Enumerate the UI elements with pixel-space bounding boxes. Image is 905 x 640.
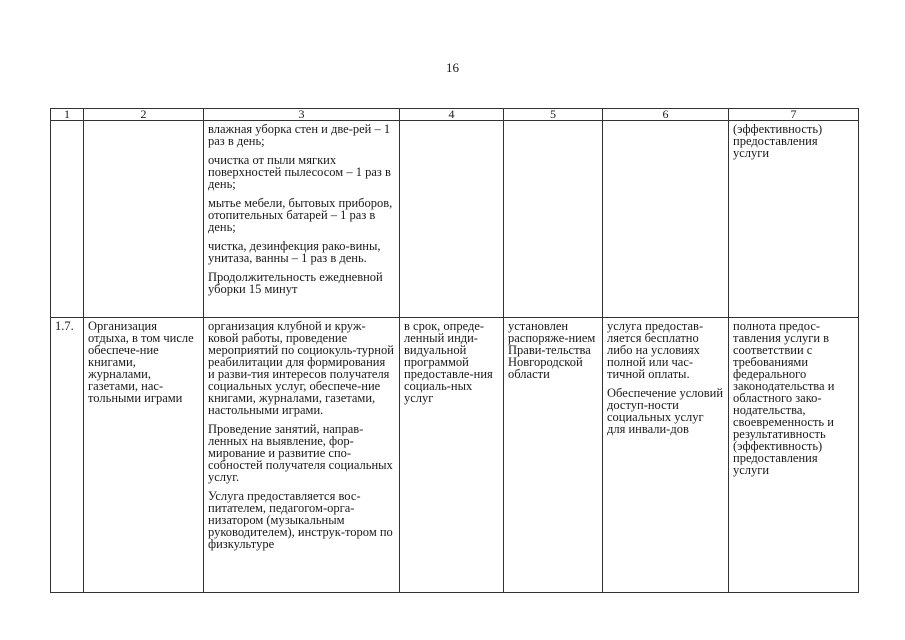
cell-tariff: установлен распоряже-нием Прави-тельства Новгородской области bbox=[504, 318, 603, 593]
column-number-7: 7 bbox=[729, 109, 859, 121]
column-number-1: 1 bbox=[51, 109, 84, 121]
description-paragraph: Услуга предоставляется вос-питателем, педагогом-орга-низатором (музыкальным руководителем), инструк-тором по физкультуре bbox=[208, 489, 393, 551]
description-paragraph: влажная уборка стен и две-рей – 1 раз в день; bbox=[208, 122, 391, 148]
page-number: 16 bbox=[446, 60, 459, 75]
cell-tariff bbox=[504, 121, 603, 318]
table-row-1-7 bbox=[51, 318, 859, 593]
cell-deadline bbox=[400, 121, 504, 318]
cell-service-name bbox=[84, 121, 204, 318]
description-paragraph: Проведение занятий, направ-ленных на выявление, фор-мирование и развитие спо-собностей получателя социальных услуг. bbox=[208, 422, 393, 484]
cell-number bbox=[51, 121, 84, 318]
cell-quality-indicators: (эффективность) предоставления услуги bbox=[729, 121, 859, 318]
description-paragraph: организация клубной и круж-ковой работы, проведение мероприятий по социокуль-турной реабилитации для формирования и разви-тия интересов получателя социальных услуг, обеспече-ние книгами, журналами, газетами, настольными играми. bbox=[208, 319, 394, 417]
table-header-row bbox=[51, 109, 859, 121]
column-number-3: 3 bbox=[204, 109, 400, 121]
cell-deadline: в срок, опреде-ленный инди-видуальной программой предоставле-ния социаль-ных услуг bbox=[400, 318, 504, 593]
column-number-4: 4 bbox=[400, 109, 504, 121]
description-paragraph: очистка от пыли мягких поверхностей пылесосом – 1 раз в день; bbox=[208, 153, 391, 191]
conditions-paragraph: Обеспечение условий доступ-ности социальных услуг для инвали-дов bbox=[607, 386, 724, 436]
cell-conditions bbox=[603, 318, 729, 593]
column-number-6: 6 bbox=[603, 109, 729, 121]
table-row-continued bbox=[51, 121, 859, 318]
cell-conditions bbox=[603, 121, 729, 318]
conditions-paragraph: услуга предостав-ляется бесплатно либо на условиях полной или час-тичной оплаты. bbox=[607, 319, 704, 381]
cell-service-description bbox=[204, 318, 400, 593]
description-paragraph: Продолжительность ежедневной уборки 15 минут bbox=[208, 270, 383, 296]
cell-service-description bbox=[204, 121, 400, 318]
description-paragraph: мытье мебели, бытовых приборов, отопительных батарей – 1 раз в день; bbox=[208, 196, 393, 234]
column-number-2: 2 bbox=[84, 109, 204, 121]
description-paragraph: чистка, дезинфекция рако-вины, унитаза, ванны – 1 раз в день. bbox=[208, 239, 381, 265]
cell-service-name: Организация отдыха, в том числе обеспече-ние книгами, журналами, газетами, нас-тольными играми bbox=[84, 318, 204, 593]
cell-number: 1.7. bbox=[51, 318, 84, 593]
cell-quality-indicators: полнота предос-тавления услуги в соответствии с требованиями федерального законодательства и областного зако-нодательства, своевременность и результативность (эффективность) предоставления услуги bbox=[729, 318, 859, 593]
column-number-5: 5 bbox=[504, 109, 603, 121]
services-table bbox=[50, 108, 859, 593]
